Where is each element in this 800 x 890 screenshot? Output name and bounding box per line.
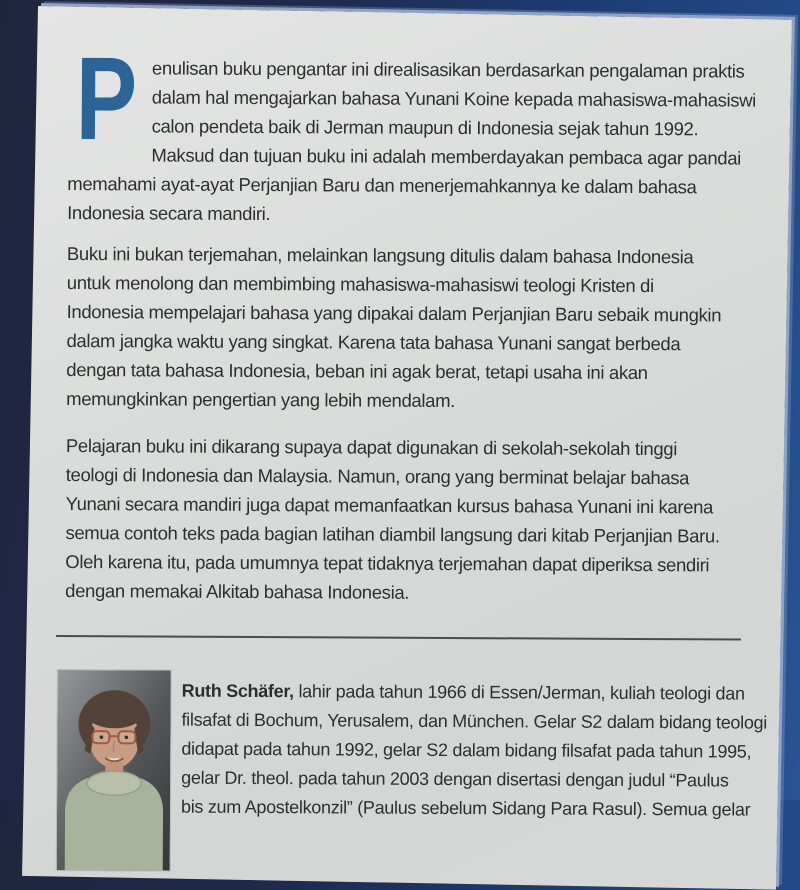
text-line: Maksud dan tujuan buku ini adalah memberdayakan pembaca agar pandai [151,144,742,169]
text-line: Pelajaran buku ini dikarang supaya dapat digunakan di sekolah-sekolah tinggi [65,434,678,460]
text-line: teologi di Indonesia dan Malaysia. Namun, orang yang berminat belajar bahasa [65,463,690,489]
body-paragraph-3 [65,431,748,609]
author-bio [181,671,768,874]
author-bio-line: didapat pada tahun 1992, gelar S2 dalam bidang filsafat pada tahun 1995, [181,738,752,762]
body-paragraph-2 [66,239,749,417]
text-line: dalam hal mengajarkan bahasa Yunani Koine kepada mahasiswa-mahasiswi [151,86,757,111]
author-bio-line [182,677,768,709]
text-line: enulisan buku pengantar ini direalisasikan berdasarkan pengalaman praktis [151,57,745,82]
drop-cap-letter: P [75,33,138,166]
author-bio-line: bis zum Apostelkonzil” (Paulus sebelum Sidang Para Rasul). Semua gelar [181,796,751,820]
text-line: Yunani secara mandiri juga dapat memanfaatkan kursus bahasa Yunani ini karena [65,492,714,518]
text-line: memungkinkan pengertian yang lebih mendalam. [66,387,456,412]
text-line: Oleh karena itu, pada umumnya tepat tidaknya terjemahan dapat diperiksa sendiri [65,550,710,576]
text-line: untuk menolong dan membimbing mahasiswa-mahasiswi teologi Kristen di [66,271,654,297]
author-portrait-photo [57,670,171,871]
text-line: calon pendeta baik di Jerman maupun di Indonesia sejak tahun 1992. [151,115,699,140]
text-line: dalam jangka waktu yang singkat. Karena tata bahasa Yunani sangat berbeda [66,329,681,355]
divider-rule [56,635,741,641]
author-bio-text: lahir pada tahun 1966 di Essen/Jerman, kuliah teologi dan [293,681,745,704]
text-line: dengan tata bahasa Indonesia, beban ini agak berat, tetapi usaha ini akan [66,358,648,384]
intro-paragraph [67,33,757,231]
author-name: Ruth Schäfer, [181,680,294,702]
text-line: semua contoh teks pada bagian latihan diambil langsung dari kitab Perjanjian Baru. [65,521,720,547]
author-portrait-illustration [57,670,171,871]
author-section [64,670,768,874]
text-line: Buku ini bukan terjemahan, melainkan langsung ditulis dalam bahasa Indonesia [66,242,694,268]
author-bio-line: filsafat di Bochum, Yerusalem, dan München. Gelar S2 dalam bidang teologi [181,709,768,733]
text-line: Indonesia mempelajari bahasa yang dipakai dalam Perjanjian Baru sebaik mungkin [66,300,722,326]
text-line: dengan memakai Alkitab bahasa Indonesia. [65,579,410,603]
back-cover-content [64,33,768,874]
text-line: memahami ayat-ayat Perjanjian Baru dan menerjemahkannya ke dalam bahasa [67,172,697,198]
text-line: Indonesia secara mandiri. [67,201,271,225]
author-bio-line: gelar Dr. theol. pada tahun 2003 dengan disertasi dengan judul “Paulus [181,767,729,791]
